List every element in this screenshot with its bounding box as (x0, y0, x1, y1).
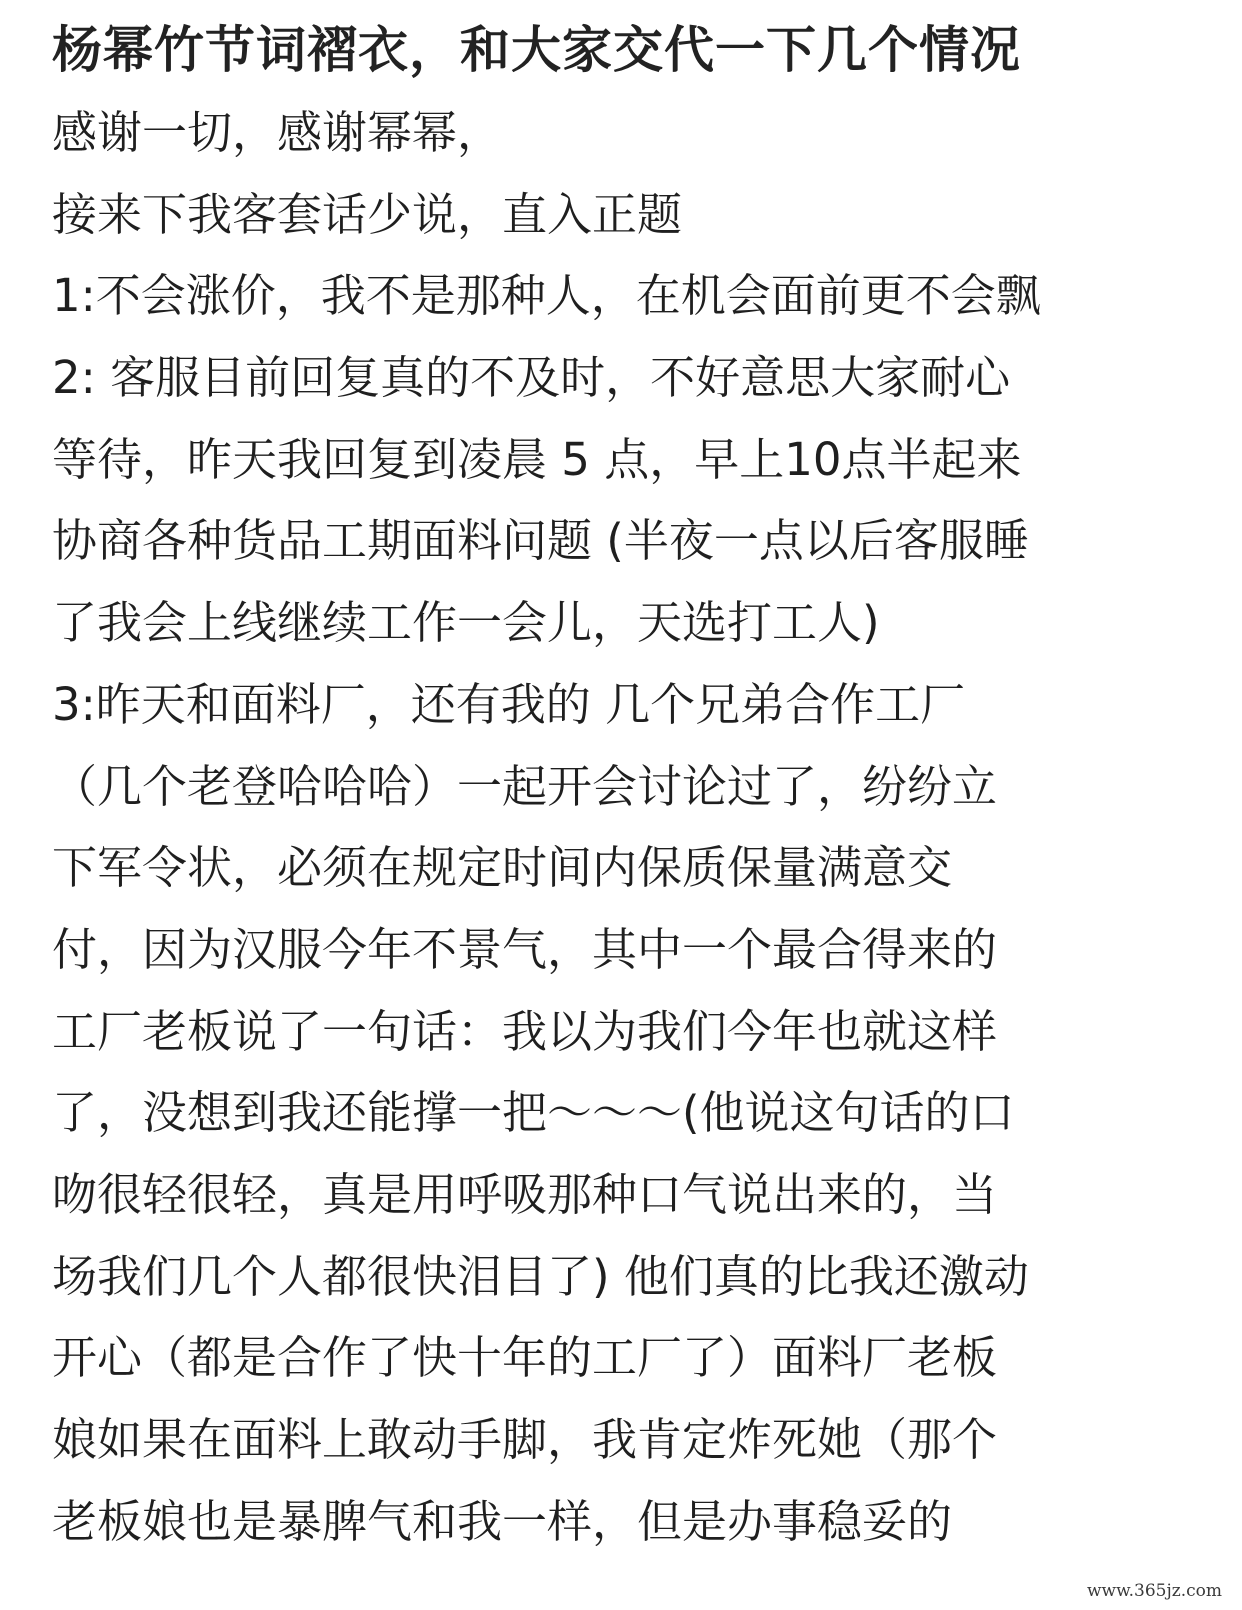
body-line: 付，因为汉服今年不景气，其中一个最合得来的 (52, 922, 998, 976)
body-line: 接来下我客套话少说，直入正题 (52, 187, 683, 241)
body-line: 2: 客服目前回复真的不及时，不好意思大家耐心 (52, 351, 1011, 405)
body-line: 工厂老板说了一句话：我以为我们今年也就这样 (52, 1004, 998, 1058)
body-line: 等待，昨天我回复到凌晨 5 点，早上10点半起来 (52, 432, 1022, 486)
body-line: 了，没想到我还能撑一把～～～(他说这句话的口 (52, 1086, 1015, 1140)
body-line: 1:不会涨价，我不是那种人，在机会面前更不会飘 (52, 269, 1041, 323)
body-line: 娘如果在面料上敢动手脚，我肯定炸死她（那个 (52, 1413, 998, 1466)
body-line: 了我会上线继续工作一会儿，天选打工人) (52, 596, 880, 650)
body-line: 感谢一切，感谢幂幂， (52, 106, 503, 159)
body-line: 场我们几个人都很快泪目了) 他们真的比我还激动 (52, 1249, 1029, 1303)
body-line: 协商各种货品工期面料问题 (半夜一点以后客服睡 (52, 514, 1029, 568)
post-title: 杨幂竹节词褶衣，和大家交代一下几个情况 (52, 21, 1021, 79)
body-line: 下军令状，必须在规定时间内保质保量满意交 (52, 841, 953, 895)
post-body (52, 92, 1212, 1562)
post-content (52, 0, 1212, 1610)
body-line: 吻很轻很轻，真是用呼吸那种口气说出来的，当 (52, 1167, 998, 1221)
body-line: 老板娘也是暴脾气和我一样，但是办事稳妥的 (52, 1494, 953, 1548)
body-line: 3:昨天和面料厂，还有我的 几个兄弟合作工厂 (52, 677, 966, 731)
site-watermark: www.365jz.com (1079, 1578, 1230, 1604)
body-line: 开心（都是合作了快十年的工厂了）面料厂老板 (52, 1331, 998, 1385)
body-line: （几个老登哈哈哈）一起开会讨论过了，纷纷立 (52, 759, 998, 813)
